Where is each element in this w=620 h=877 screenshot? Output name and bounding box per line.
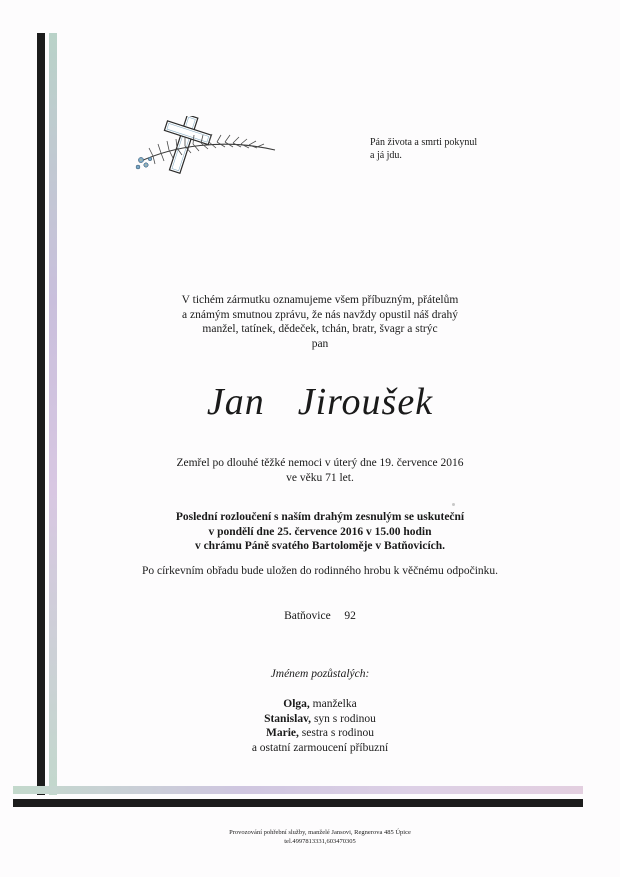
- death-line: ve věku 71 let.: [286, 471, 354, 484]
- intro-line: manžel, tatínek, dědeček, tchán, bratr, švagr a strýc: [202, 323, 438, 335]
- mourner-name: Stanislav,: [264, 712, 312, 725]
- cross-with-palm-branch-icon: [133, 116, 278, 178]
- funeral-line: v pondělí dne 25. července 2016 v 15.00 hodin: [208, 525, 432, 538]
- funeral-details: [60, 510, 580, 554]
- motto-line: Pán života a smrti pokynul: [370, 137, 478, 148]
- funeral-service-footer: [60, 828, 580, 846]
- announcement-intro: [60, 293, 580, 351]
- mourner-relation: syn s rodinou: [311, 712, 376, 725]
- footer-line: tel.4997813331,603470305: [284, 838, 356, 845]
- address: Batňovice 92: [284, 610, 356, 622]
- burial-notice: Po církevním obřadu bude uložen do rodinného hrobu k věčnému odpočinku.: [141, 565, 499, 577]
- mourner-relation: manželka: [309, 698, 357, 710]
- speck: [452, 503, 455, 506]
- frame-bar-vertical-light: [49, 33, 57, 795]
- frame-bar-horizontal-dark: [13, 799, 583, 807]
- frame-bar-vertical-dark: [37, 33, 45, 795]
- mourner-name: Olga,: [283, 698, 310, 710]
- intro-line: a známým smutnou zprávu, že nás navždy opustil náš drahý: [182, 308, 458, 321]
- funeral-line: Poslední rozloučení s naším drahým zesnulým se uskuteční: [175, 511, 465, 523]
- motto-line: a já jdu.: [370, 150, 402, 161]
- list-item: [60, 712, 580, 727]
- frame-bar-horizontal-light: [13, 786, 583, 794]
- mourners-list: [60, 697, 580, 755]
- footer-line: Provozování pohřební služby, manželé Jansovi, Regnerova 485 Úpice: [229, 829, 411, 836]
- mourners-closing: a ostatní zarmoucení příbuzní: [251, 741, 389, 754]
- motto: [370, 136, 477, 162]
- death-notice: [60, 456, 580, 485]
- list-item: [60, 726, 580, 741]
- mourner-relation: sestra s rodinou: [298, 727, 374, 739]
- death-line: Zemřel po dlouhé těžké nemoci v úterý dne 19. července 2016: [176, 457, 464, 469]
- list-item: [60, 697, 580, 712]
- intro-line: pan: [311, 337, 329, 350]
- mourner-name: Marie,: [266, 727, 299, 739]
- deceased-name: Jan Jiroušek: [206, 381, 434, 423]
- mourners-title: Jménem pozůstalých:: [270, 668, 370, 680]
- funeral-line: v chrámu Páně svatého Bartoloměje v Batňovicích.: [194, 540, 446, 552]
- intro-line: V tichém zármutku oznamujeme všem příbuzným, přátelům: [181, 294, 459, 306]
